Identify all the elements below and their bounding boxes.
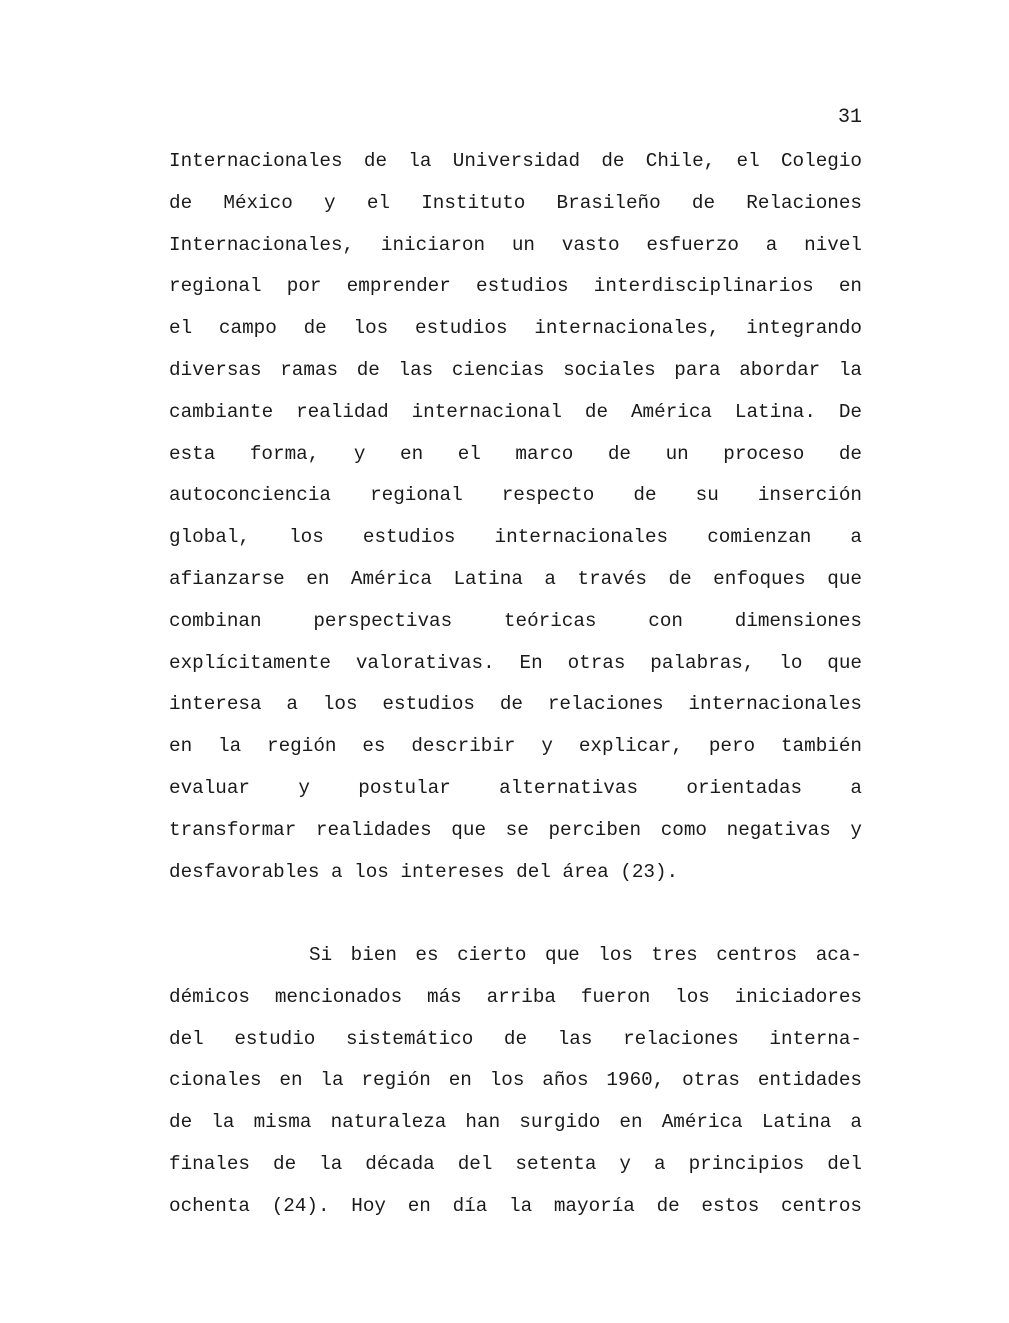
text-line: explícitamente valorativas. En otras palabras, lo que (169, 651, 862, 674)
text-line: de México y el Instituto Brasileño de Relaciones (169, 191, 862, 214)
text-line: en la región es describir y explicar, pero también (169, 735, 862, 758)
text-line: interesa a los estudios de relaciones internacionales (169, 693, 862, 716)
text-line: Internacionales, iniciaron un vasto esfuerzo a nivel (169, 233, 862, 256)
text-line: démicos mencionados más arriba fueron los iniciadores (169, 985, 862, 1008)
text-line: evaluar y postular alternativas orientadas a (169, 776, 862, 799)
text-line: afianzarse en América Latina a través de enfoques que (169, 567, 862, 590)
text-line: regional por emprender estudios interdisciplinarios en (169, 275, 862, 298)
text-line: el campo de los estudios internacionales, integrando (169, 317, 862, 340)
text-line: esta forma, y en el marco de un proceso de (169, 442, 862, 465)
text-line: Internacionales de la Universidad de Chile, el Colegio (169, 150, 862, 172)
text-line: desfavorables a los intereses del área (23). (169, 860, 679, 883)
paragraph-2 (169, 942, 862, 1235)
text-line: combinan perspectivas teóricas con dimensiones (169, 609, 862, 632)
paragraph-1 (169, 148, 862, 900)
text-line: finales de la década del setenta y a principios del (169, 1152, 862, 1175)
page-number: 31 (837, 106, 862, 129)
text-line: transformar realidades que se perciben como negativas y (169, 818, 862, 841)
text-line: diversas ramas de las ciencias sociales para abordar la (169, 358, 862, 381)
text-line: Si bien es cierto que los tres centros aca- (309, 944, 862, 966)
text-line: de la misma naturaleza han surgido en América Latina a (169, 1111, 862, 1134)
text-line: cambiante realidad internacional de América Latina. De (169, 400, 862, 423)
text-line: del estudio sistemático de las relaciones interna- (169, 1027, 862, 1050)
text-line: autoconciencia regional respecto de su inserción (169, 484, 862, 507)
text-line: cionales en la región en los años 1960, otras entidades (169, 1069, 862, 1092)
text-line: ochenta (24). Hoy en día la mayoría de estos centros (169, 1194, 862, 1217)
text-line: global, los estudios internacionales comienzan a (169, 526, 862, 549)
